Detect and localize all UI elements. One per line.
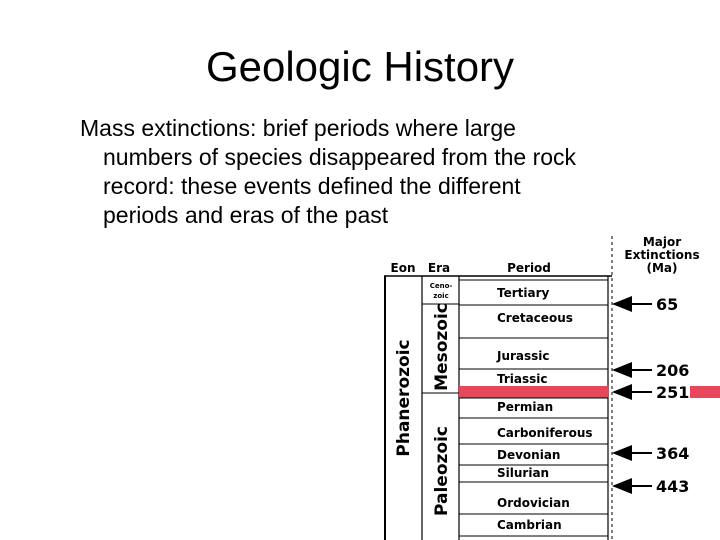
era-label-paleozoic: Paleozoic	[432, 426, 452, 516]
extinction-age-364: 364	[656, 444, 690, 463]
period-tertiary: Tertiary	[497, 286, 550, 300]
major-extinctions-header-line1: Major	[642, 235, 682, 249]
extinction-highlight-band-right	[690, 386, 720, 398]
period-cambrian: Cambrian	[497, 518, 562, 532]
period-carboniferous: Carboniferous	[497, 426, 593, 440]
extinction-age-251: 251	[656, 383, 690, 402]
period-silurian: Silurian	[497, 466, 550, 480]
body-line-1: Mass extinctions: brief periods where large	[80, 115, 516, 141]
period-devonian: Devonian	[497, 448, 561, 462]
era-label-cenozoic-line2: zoic	[433, 292, 449, 300]
body-line-3: record: these events defined the different	[103, 173, 521, 199]
major-extinctions-header-line2: Extinctions	[624, 248, 700, 262]
period-triassic: Triassic	[497, 372, 548, 386]
period-jurassic: Jurassic	[497, 349, 550, 363]
extinction-age-206: 206	[656, 361, 690, 380]
slide-title: Geologic History	[205, 43, 515, 90]
period-column-header: Period	[507, 261, 551, 275]
extinction-age-443: 443	[656, 477, 690, 496]
eon-label-phanerozoic: Phanerozoic	[394, 339, 414, 457]
extinction-age-65: 65	[656, 295, 679, 314]
period-cretaceous: Cretaceous	[497, 311, 573, 325]
period-permian: Permian	[497, 400, 554, 414]
era-column-header: Era	[427, 261, 451, 275]
eon-column-header: Eon	[390, 261, 416, 275]
extinction-highlight-band-table	[459, 386, 609, 398]
body-line-2: numbers of species disappeared from the rock	[103, 144, 577, 170]
era-label-mesozoic: Mesozoic	[432, 303, 452, 391]
major-extinctions-header-line3: (Ma)	[646, 261, 678, 275]
body-line-4: periods and eras of the past	[103, 202, 389, 228]
era-label-cenozoic-line1: Ceno-	[429, 282, 453, 290]
period-ordovician: Ordovician	[497, 496, 570, 510]
